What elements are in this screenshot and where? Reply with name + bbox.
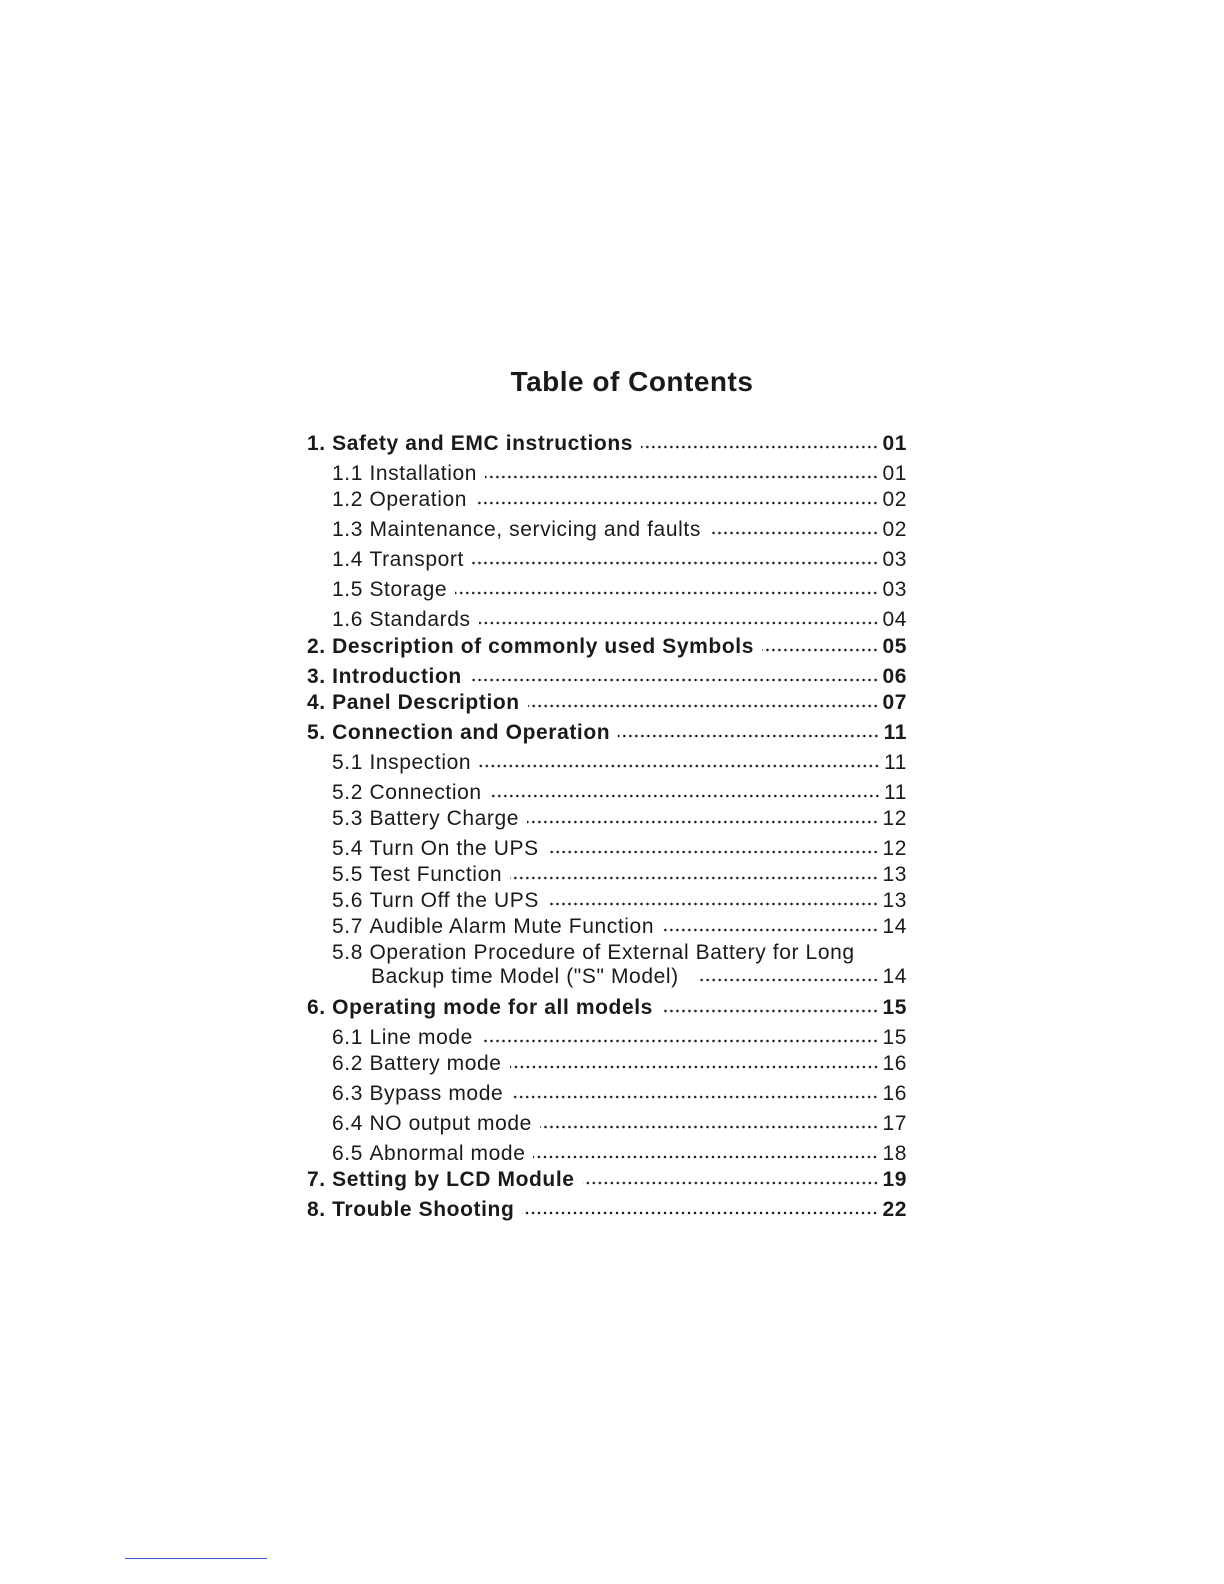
toc-entry-label: Introduction xyxy=(332,665,462,688)
toc-entry-number: 4. xyxy=(307,691,326,714)
toc-entry-page: 06 xyxy=(882,665,907,688)
toc-entry-number: 6. xyxy=(307,996,326,1019)
toc-entry-label: Inspection xyxy=(369,751,472,774)
footnote-divider xyxy=(125,1558,267,1559)
toc-entry-number: 6.1 xyxy=(332,1026,363,1049)
toc-entry-5-4[interactable] xyxy=(332,836,907,862)
toc-entry-number: 5.8 xyxy=(332,941,363,964)
dot-leader xyxy=(662,926,878,934)
dot-leader xyxy=(472,559,879,567)
toc-entry-page: 04 xyxy=(882,608,907,631)
dot-leader xyxy=(485,473,878,481)
toc-entry-7[interactable] xyxy=(307,1167,907,1193)
toc-entry-number: 1.4 xyxy=(332,548,363,571)
toc-entry-page: 19 xyxy=(882,1168,907,1191)
toc-entry-number: 3. xyxy=(307,665,326,688)
toc-entry-label-continued: Backup time Model ("S" Model) xyxy=(371,965,679,988)
dot-leader xyxy=(641,443,878,451)
toc-entry-page: 11 xyxy=(884,781,907,804)
toc-entry-number: 5.1 xyxy=(332,751,363,774)
toc-entry-label: Abnormal mode xyxy=(369,1142,526,1165)
dot-leader xyxy=(547,848,879,856)
toc-entry-page: 05 xyxy=(882,635,907,658)
dot-leader xyxy=(490,792,880,800)
toc-entry-1-1[interactable] xyxy=(332,461,907,487)
toc-entry-label: Battery Charge xyxy=(369,807,520,830)
toc-entry-label: Battery mode xyxy=(369,1052,502,1075)
toc-entry-label: Turn Off the UPS xyxy=(369,889,539,912)
toc-entry-label: Test Function xyxy=(369,863,503,886)
toc-entry-number: 5.6 xyxy=(332,889,363,912)
toc-entry-line xyxy=(332,965,907,989)
dot-leader xyxy=(522,1209,878,1217)
dot-leader xyxy=(528,702,879,710)
toc-entry-1-4[interactable] xyxy=(332,547,907,573)
toc-entry-page: 11 xyxy=(883,721,907,744)
dot-leader xyxy=(540,1123,879,1131)
toc-entry-label: Transport xyxy=(369,548,464,571)
dot-leader xyxy=(511,1093,878,1101)
dot-leader xyxy=(709,529,879,537)
toc-entry-page: 02 xyxy=(882,488,907,511)
toc-entry-3[interactable] xyxy=(307,664,907,690)
dot-leader xyxy=(618,732,879,740)
toc-entry-5-3[interactable] xyxy=(332,806,907,832)
toc-entry-page: 15 xyxy=(882,1026,907,1049)
dot-leader xyxy=(547,900,879,908)
toc-entry-1[interactable] xyxy=(307,431,907,457)
toc-entry-page: 03 xyxy=(882,578,907,601)
toc-entry-page: 03 xyxy=(882,548,907,571)
toc-entry-page: 16 xyxy=(882,1082,907,1105)
toc-entry-label: Bypass mode xyxy=(369,1082,504,1105)
toc-entry-5-7[interactable] xyxy=(332,914,907,940)
toc-entry-page: 14 xyxy=(882,915,907,938)
toc-entry-label: NO output mode xyxy=(369,1112,532,1135)
toc-entry-page: 12 xyxy=(882,837,907,860)
dot-leader xyxy=(762,646,878,654)
toc-entry-page: 16 xyxy=(882,1052,907,1075)
toc-entry-number: 6.2 xyxy=(332,1052,363,1075)
toc-entry-6-1[interactable] xyxy=(332,1025,907,1051)
toc-entry-label: Storage xyxy=(369,578,448,601)
toc-entry-label: Operating mode for all models xyxy=(332,996,653,1019)
toc-entry-5-5[interactable] xyxy=(332,862,907,888)
toc-entry-label: Standards xyxy=(369,608,471,631)
toc-entry-label: Description of commonly used Symbols xyxy=(332,635,754,658)
toc-entry-page: 11 xyxy=(884,751,907,774)
toc-entry-1-5[interactable] xyxy=(332,577,907,603)
toc-entry-page: 15 xyxy=(882,996,907,1019)
toc-entry-number: 5.4 xyxy=(332,837,363,860)
toc-entry-label: Setting by LCD Module xyxy=(332,1168,575,1191)
dot-leader xyxy=(510,1063,879,1071)
toc-entry-5-2[interactable] xyxy=(332,780,907,806)
toc-entry-number: 1.5 xyxy=(332,578,363,601)
toc-entry-number: 5.2 xyxy=(332,781,363,804)
dot-leader xyxy=(479,762,880,770)
toc-entry-1-6[interactable] xyxy=(332,607,907,633)
toc-entry-number: 8. xyxy=(307,1198,326,1221)
toc-entry-label: Audible Alarm Mute Function xyxy=(369,915,655,938)
toc-entry-label: Operation Procedure of External Battery for Long xyxy=(369,941,855,964)
toc-entry-page: 07 xyxy=(882,691,907,714)
toc-entry-number: 6.5 xyxy=(332,1142,363,1165)
toc-entry-page: 01 xyxy=(882,462,907,485)
toc-entry-number: 6.4 xyxy=(332,1112,363,1135)
toc-entry-label: Connection xyxy=(369,781,482,804)
toc-entry-number: 5.5 xyxy=(332,863,363,886)
toc-entry-label: Maintenance, servicing and faults xyxy=(369,518,701,541)
toc-entry-label: Panel Description xyxy=(332,691,520,714)
toc-entry-6[interactable] xyxy=(307,995,907,1021)
toc-entry-number: 6.3 xyxy=(332,1082,363,1105)
page-title: Table of Contents xyxy=(510,366,754,397)
toc-entry-page: 22 xyxy=(882,1198,907,1221)
toc-entry-label: Line mode xyxy=(369,1026,473,1049)
toc-entry-number: 1.3 xyxy=(332,518,363,541)
toc-entry-label: Turn On the UPS xyxy=(369,837,539,860)
dot-leader xyxy=(533,1153,878,1161)
toc-entry-2[interactable] xyxy=(307,634,907,660)
toc-entry-5-8[interactable] xyxy=(332,941,907,989)
toc-entry-number: 1.2 xyxy=(332,488,363,511)
toc-entry-5[interactable] xyxy=(307,720,907,746)
toc-entry-label: Trouble Shooting xyxy=(332,1198,515,1221)
dot-leader xyxy=(470,676,879,684)
toc-entry-label: Installation xyxy=(369,462,478,485)
toc-entry-label: Safety and EMC instructions xyxy=(332,432,634,455)
dot-leader xyxy=(527,818,878,826)
toc-entry-line xyxy=(332,941,907,965)
toc-entry-number: 1. xyxy=(307,432,326,455)
dot-leader xyxy=(661,1007,878,1015)
toc-entry-6-3[interactable] xyxy=(332,1081,907,1107)
toc-entry-1-3[interactable] xyxy=(332,517,907,543)
toc-entry-page: 01 xyxy=(882,432,907,455)
toc-entry-page: 13 xyxy=(882,889,907,912)
dot-leader xyxy=(583,1179,879,1187)
toc-entry-4[interactable] xyxy=(307,690,907,716)
toc-entry-number: 7. xyxy=(307,1168,326,1191)
toc-entry-5-6[interactable] xyxy=(332,888,907,914)
toc-entry-page: 18 xyxy=(882,1142,907,1165)
toc-entry-number: 5.3 xyxy=(332,807,363,830)
dot-leader xyxy=(479,619,879,627)
toc-entry-6-5[interactable] xyxy=(332,1141,907,1167)
toc-entry-1-2[interactable] xyxy=(332,487,907,513)
toc-entry-page: 02 xyxy=(882,518,907,541)
toc-entry-page: 12 xyxy=(882,807,907,830)
toc-entry-page: 13 xyxy=(882,863,907,886)
toc-entry-6-2[interactable] xyxy=(332,1051,907,1077)
toc-entry-number: 2. xyxy=(307,635,326,658)
toc-entry-number: 5.7 xyxy=(332,915,363,938)
toc-entry-number: 5. xyxy=(307,721,326,744)
toc-entry-label: Operation xyxy=(369,488,468,511)
toc-entry-8[interactable] xyxy=(307,1197,907,1223)
toc-entry-page: 14 xyxy=(882,965,907,988)
dot-leader xyxy=(455,589,878,597)
dot-leader xyxy=(510,874,878,882)
dot-leader xyxy=(481,1037,879,1045)
toc-entry-number: 1.6 xyxy=(332,608,363,631)
dot-leader xyxy=(475,499,878,507)
toc-entry-6-4[interactable] xyxy=(332,1111,907,1137)
dot-leader xyxy=(697,976,879,984)
toc-entry-5-1[interactable] xyxy=(332,750,907,776)
toc-entry-number: 1.1 xyxy=(332,462,363,485)
toc-entry-page: 17 xyxy=(882,1112,907,1135)
toc-entry-label: Connection and Operation xyxy=(332,721,611,744)
